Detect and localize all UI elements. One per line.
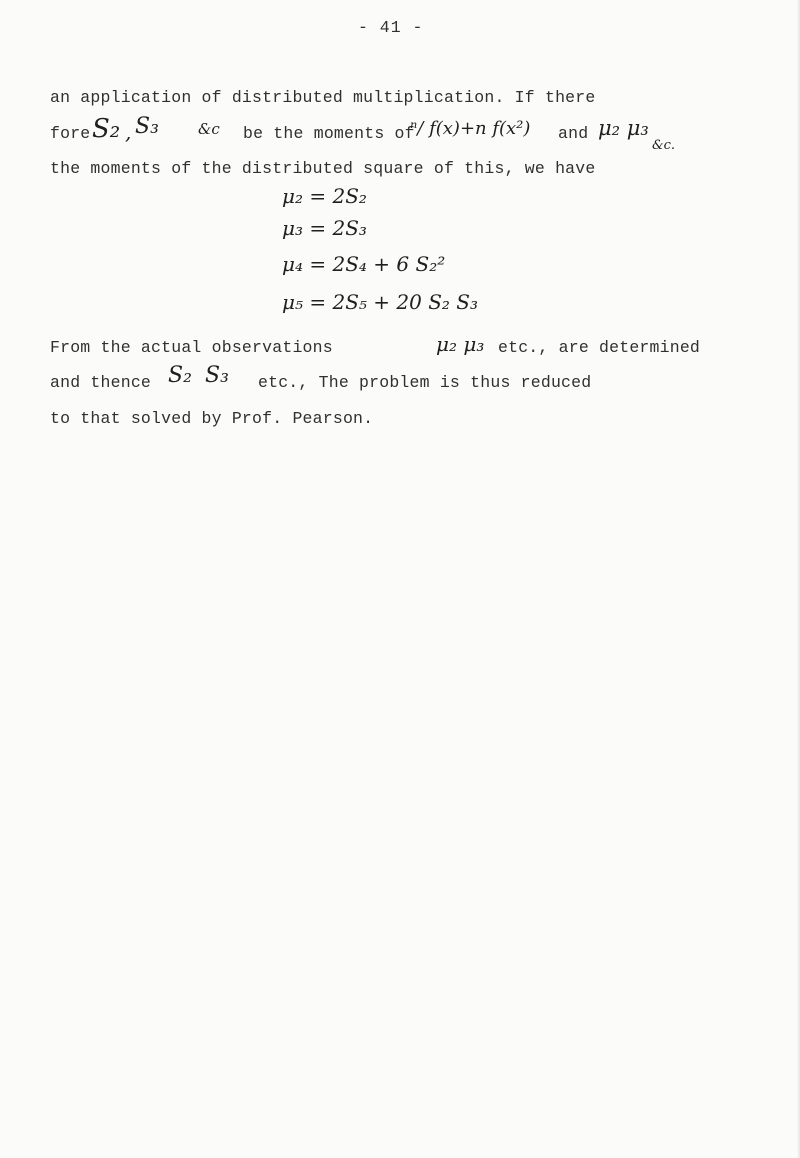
handwritten-comma: , — [125, 120, 132, 144]
handwritten-s3: S₃ — [135, 114, 159, 139]
handwritten-margin-etc: &c. — [652, 138, 675, 153]
text-line-5-start: and thence — [50, 373, 152, 392]
equation-mu5: μ₅ = 2S₅ + 20 S₂ S₃ — [282, 290, 479, 314]
equation-mu4: μ₄ = 2S₄ + 6 S₂² — [282, 252, 446, 276]
handwritten-thence-s2: S₂ — [168, 363, 192, 388]
text-line-2-start: fore — [50, 124, 91, 143]
equation-mu2: μ₂ = 2S₂ — [282, 184, 367, 208]
text-line-3: the moments of the distributed square of this, we have — [50, 159, 596, 178]
handwritten-function-expression: ⁿ/ f(x)+n f(x²) — [410, 118, 531, 139]
handwritten-mu-pair: μ₂ μ₃ — [598, 116, 649, 140]
text-line-4-start: From the actual observations — [50, 338, 333, 357]
equation-mu3: μ₃ = 2S₃ — [282, 216, 367, 240]
text-line-4-end: etc., are determined — [498, 338, 701, 357]
handwritten-s2: S₂ — [92, 114, 121, 144]
text-line-1: an application of distributed multiplication. If there — [50, 88, 596, 107]
page-number: - 41 - — [358, 18, 424, 37]
text-line-6: to that solved by Prof. Pearson. — [50, 409, 374, 428]
handwritten-etc-mark: &c — [198, 120, 220, 138]
handwritten-observations-mu: μ₂ μ₃ — [436, 332, 485, 356]
text-line-2-and: and — [558, 124, 589, 143]
text-line-5-end: etc., The problem is thus reduced — [258, 373, 592, 392]
handwritten-thence-s3: S₃ — [205, 363, 229, 388]
text-line-2-middle: be the moments of — [243, 124, 415, 143]
